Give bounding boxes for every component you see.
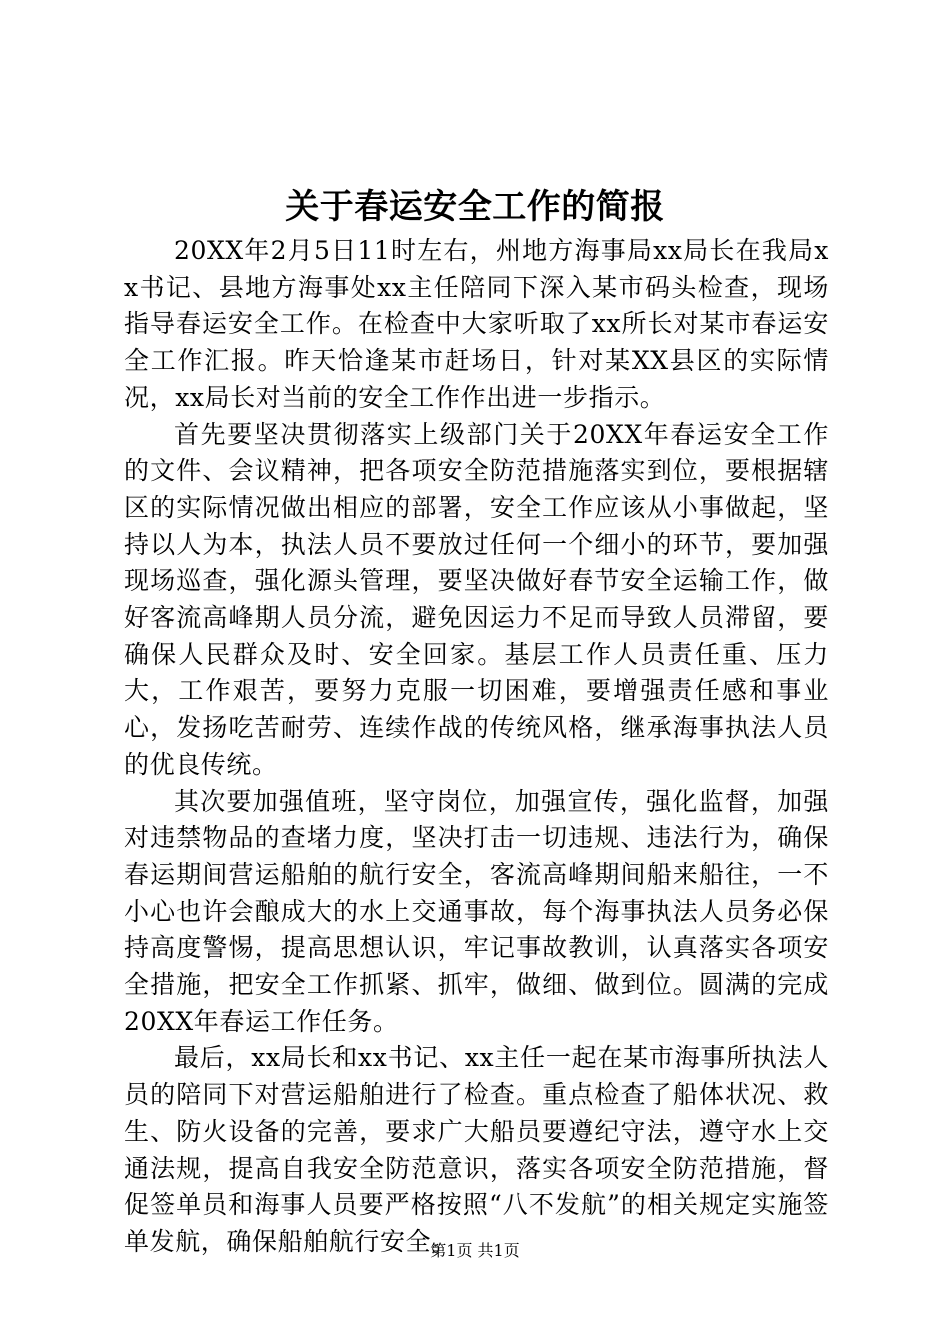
page-footer: 第1页 共1页 — [430, 1241, 520, 1260]
paragraph-2: 首先要坚决贯彻落实上级部门关于20XX年春运安全工作的文件、会议精神，把各项安全防范措施落实到位，要根据辖区的实际情况做出相应的部署，安全工作应该从小事做起，坚持以人为本，执法人员不要放过任何一个细小的环节，要加强现场巡查，强化源头管理，要坚决做好春节安全运输工作，做好客流高峰期人员分流，避免因运力不足而导致人员滞留，要确保人民群众及时、安全回家。基层工作人员责任重、压力大，工作艰苦，要努力克服一切困难，要增强责任感和事业心，发扬吃苦耐劳、连续作战的传统风格，继承海事执法人员的优良传统。 — [124, 419, 829, 779]
document-body — [124, 233, 829, 1261]
document-title: 关于春运安全工作的简报 — [285, 187, 665, 227]
paragraph-4: 最后，xx局长和xx书记、xx主任一起在某市海事所执法人员的陪同下对营运船舶进行了检查。重点检查了船体状况、救生、防火设备的完善，要求广大船员要遵纪守法，遵守水上交通法规，提高自我安全防范意识，落实各项安全防范措施，督促签单员和海事人员要严格按照“八不发航”的相关规定实施签单发航，确保船舶航行安全。 — [124, 1043, 829, 1256]
paragraph-3: 其次要加强值班，坚守岗位，加强宣传，强化监督，加强对违禁物品的查堵力度，坚决打击一切违规、违法行为，确保春运期间营运船舶的航行安全，客流高峰期间船来船往，一不小心也许会酿成大的水上交通事故，每个海事执法人员务必保持高度警惕，提高思想认识，牢记事故教训，认真落实各项安全措施，把安全工作抓紧、抓牢，做细、做到位。圆满的完成20XX年春运工作任务。 — [124, 786, 829, 1036]
paragraph-1: 20XX年2月5日11时左右，州地方海事局xx局长在我局xx书记、县地方海事处xx主任陪同下深入某市码头检查，现场指导春运安全工作。在检查中大家听取了xx所长对某市春运安全工作汇报。昨天恰逢某市赶场日，针对某XX县区的实际情况，xx局长对当前的安全工作作出进一步指示。 — [124, 236, 829, 412]
